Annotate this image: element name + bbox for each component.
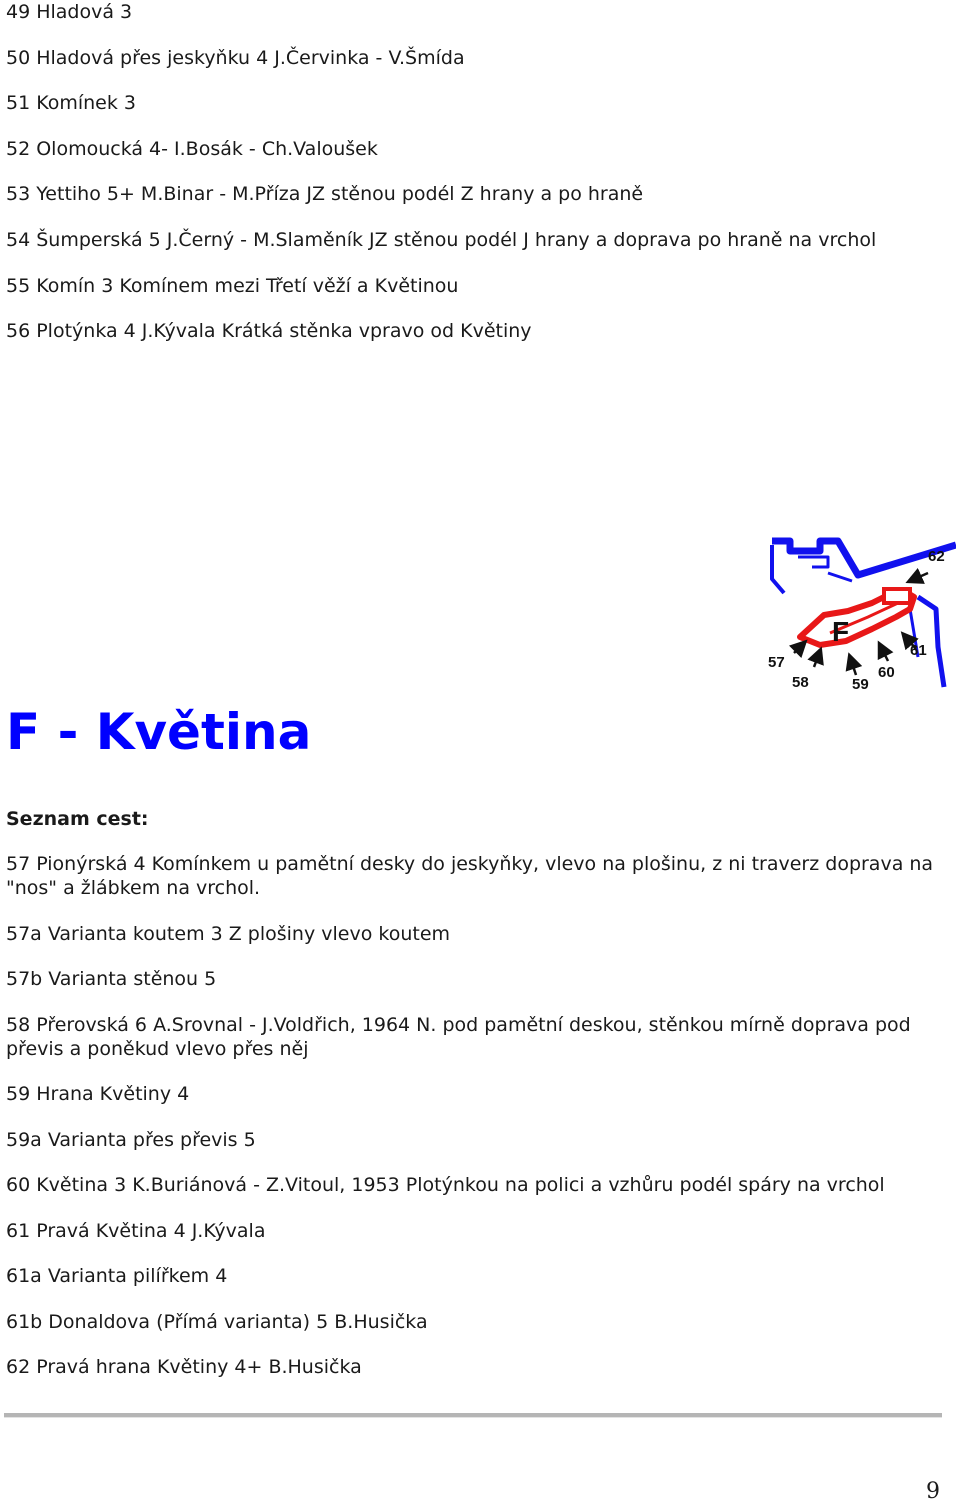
route-item: 59 Hrana Květiny 4 xyxy=(6,1083,190,1105)
map-label-62: 62 xyxy=(928,548,945,565)
climbing-map-drawing xyxy=(768,537,956,692)
sector-marker: F xyxy=(832,616,850,647)
map-label-59: 59 xyxy=(852,676,869,692)
route-item: 62 Pravá hrana Květiny 4+ B.Husička xyxy=(6,1356,362,1378)
horizontal-divider xyxy=(4,1413,942,1418)
section-title: F - Květina xyxy=(6,703,312,761)
route-item: 57a Varianta koutem 3 Z plošiny vlevo koutem xyxy=(6,922,451,945)
section-subtitle: Seznam cest: xyxy=(6,808,149,830)
map-label-61: 61 xyxy=(910,642,927,659)
route-item: 57 Pionýrská 4 Komínkem u pamětní desky do jeskyňky, vlevo na plošinu, z ni traverz doprava na "nos" a žlábkem na vrchol. xyxy=(6,853,934,899)
route-item: 53 Yettiho 5+ M.Binar - M.Příza JZ stěnou podél Z hrany a po hraně xyxy=(6,183,644,206)
climbing-map xyxy=(768,537,956,692)
route-item: 57b Varianta stěnou 5 xyxy=(6,968,217,990)
route-item: 50 Hladová přes jeskyňku 4 J.Červinka - V.Šmída xyxy=(6,46,465,69)
route-item: 54 Šumperská 5 J.Černý - M.Slaměník JZ stěnou podél J hrany a doprava po hraně na vrchol xyxy=(6,228,877,251)
route-item: 58 Přerovská 6 A.Srovnal - J.Voldřich, 1964 N. pod pamětní deskou, stěnkou mírně doprava pod převis a poněkud vlevo přes něj xyxy=(6,1013,911,1060)
route-list-previous xyxy=(6,0,946,365)
route-item: 52 Olomoucká 4- I.Bosák - Ch.Valoušek xyxy=(6,137,378,160)
tower-outline xyxy=(800,589,914,645)
route-item: 60 Květina 3 K.Buriánová - Z.Vitoul, 1953 Plotýnkou na polici a vzhůru podél spáry na vrchol xyxy=(6,1174,885,1196)
route-item: 61 Pravá Květina 4 J.Kývala xyxy=(6,1219,266,1242)
route-item: 55 Komín 3 Komínem mezi Třetí věží a Květinou xyxy=(6,274,459,297)
route-item: 61b Donaldova (Přímá varianta) 5 B.Husička xyxy=(6,1310,428,1333)
map-label-58: 58 xyxy=(792,674,809,691)
route-list-f xyxy=(6,852,936,1401)
map-label-57: 57 xyxy=(768,654,785,671)
page-number: 9 xyxy=(926,1479,940,1504)
route-item: 61a Varianta pilířkem 4 xyxy=(6,1265,228,1287)
route-item: 56 Plotýnka 4 J.Kývala Krátká stěnka vpravo od Květiny xyxy=(6,320,532,343)
map-label-60: 60 xyxy=(878,664,895,681)
route-item: 59a Varianta přes převis 5 xyxy=(6,1128,256,1151)
route-item: 49 Hladová 3 xyxy=(6,1,133,23)
route-item: 51 Komínek 3 xyxy=(6,92,137,115)
